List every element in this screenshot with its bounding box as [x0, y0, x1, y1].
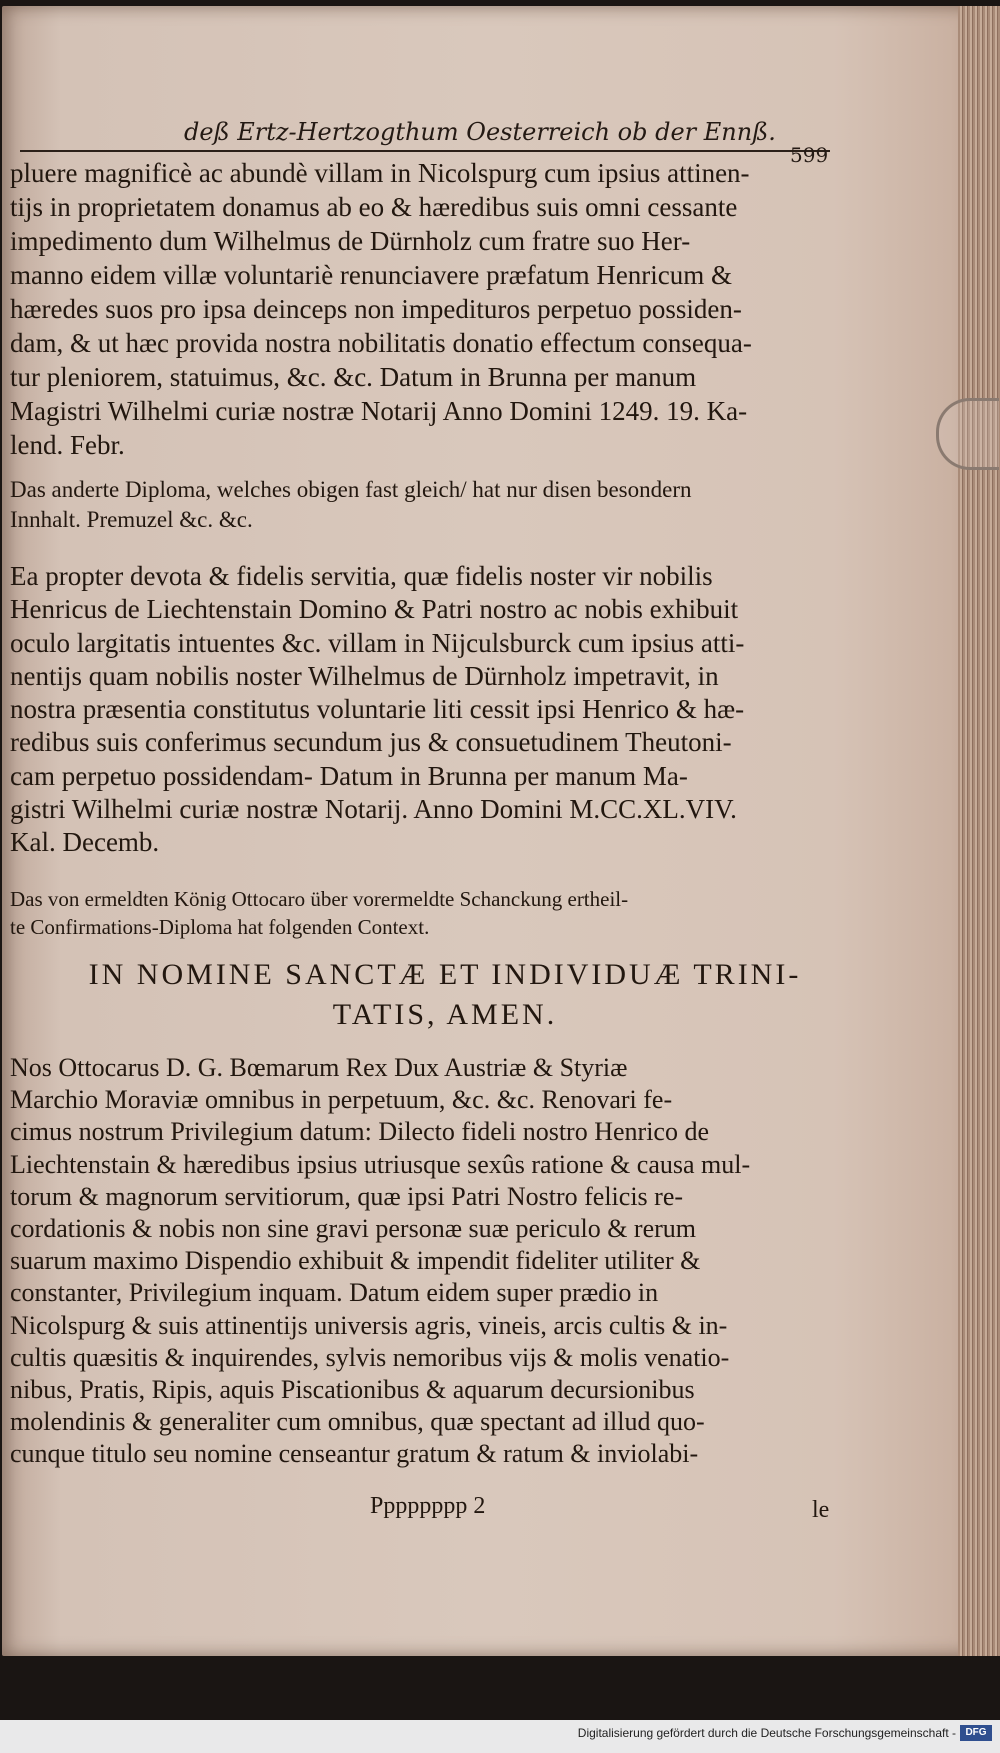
paragraph-second-diploma	[10, 560, 840, 860]
text-line: Innhalt. Premuzel &c. &c.	[10, 507, 253, 532]
text-line: nostra præsentia constitutus voluntarie liti cessit ipsi Henrico & hæ-	[10, 694, 745, 725]
text-line: Kal. Decemb.	[10, 827, 160, 858]
text-line: manno eidem villæ voluntariè renunciavere præfatum Henricum &	[10, 260, 733, 290]
paragraph-confirmation	[10, 1052, 840, 1471]
text-line: cunque titulo seu nomine censeantur gratum & ratum & inviolabi-	[10, 1439, 699, 1469]
text-line: Das anderte Diploma, welches obigen fast gleich/ hat nur disen besondern	[10, 477, 692, 502]
catchword: le	[812, 1497, 830, 1523]
text-line: cam perpetuo possidendam- Datum in Brunna per manum Ma-	[10, 760, 688, 791]
text-line: lend. Febr.	[10, 430, 125, 460]
section-heading	[30, 955, 860, 1035]
intro-second-diploma	[10, 475, 840, 535]
digitization-footer	[0, 1720, 1000, 1753]
text-line: torum & magnorum servitiorum, quæ ipsi Patri Nostro felicis re-	[10, 1181, 684, 1211]
text-line: suarum maximo Dispendio exhibuit & impendit fideliter utiliter &	[10, 1246, 701, 1276]
text-line: hæredes suos pro ipsa deinceps non impedituros perpetuo possiden-	[10, 294, 742, 324]
page-header	[20, 118, 840, 158]
text-line: Magistri Wilhelmi curiæ nostræ Notarij Anno Domini 1249. 19. Ka-	[10, 396, 748, 426]
text-line: molendinis & generaliter cum omnibus, quæ spectant ad illud quo-	[10, 1407, 705, 1437]
signature-mark: Pppppppp 2	[370, 1493, 486, 1519]
heading-line: TATIS, AMEN.	[332, 998, 558, 1031]
text-line: Nicolspurg & suis attinentijs universis agris, vineis, arcis cultis & in-	[10, 1310, 728, 1340]
text-line: nentijs quam nobilis noster Wilhelmus de Dürnholz impetravit, in	[10, 660, 719, 691]
text-line: oculo largitatis intuentes &c. villam in Nijculsburck cum ipsius atti-	[10, 627, 745, 658]
text-line: constanter, Privilegium inquam. Datum eidem super prædio in	[10, 1278, 659, 1308]
text-line: cordationis & nobis non sine gravi personæ suæ periculo & rerum	[10, 1214, 697, 1244]
header-rule	[20, 150, 830, 152]
dfg-logo-icon: DFG	[960, 1725, 992, 1741]
text-line: pluere magnificè ac abundè villam in Nicolspurg cum ipsius attinen-	[10, 158, 750, 188]
text-line: gistri Wilhelmi curiæ nostræ Notarij. Anno Domini M.CC.XL.VIV.	[10, 794, 737, 825]
text-line: tijs in proprietatem donamus ab eo & hæredibus suis omni cessante	[10, 192, 738, 222]
heading-line: IN NOMINE SANCTÆ ET INDIVIDUÆ TRINI-	[88, 958, 802, 991]
text-line: Das von ermeldten König Ottocaro über vorermeldte Schanckung ertheil-	[10, 887, 629, 911]
text-line: cultis quæsitis & inquirendes, sylvis nemoribus vijs & molis venatio-	[10, 1342, 730, 1372]
text-line: impedimento dum Wilhelmus de Dürnholz cum fratre suo Her-	[10, 226, 691, 256]
intro-confirmation-diploma	[10, 885, 840, 941]
text-line: Nos Ottocarus D. G. Bœmarum Rex Dux Austriæ & Styriæ	[10, 1053, 628, 1082]
text-line: redibus suis conferimus secundum jus & consuetudinem Theutoni-	[10, 727, 732, 758]
funding-credit: Digitalisierung gefördert durch die Deutsche Forschungsgemeinschaft -	[577, 1726, 956, 1740]
text-line: Marchio Moraviæ omnibus in perpetuum, &c. &c. Renovari fe-	[10, 1085, 673, 1115]
text-line: nibus, Pratis, Ripis, aquis Piscationibus & aquarum decursionibus	[10, 1375, 695, 1405]
text-line: Liechtenstain & hæredibus ipsius utriusque sexûs ratione & causa mul-	[10, 1149, 751, 1179]
page-foot	[0, 1493, 840, 1529]
page-number: 599	[790, 143, 829, 167]
page-clip	[936, 398, 999, 470]
text-line: cimus nostrum Privilegium datum: Dilecto fideli nostro Henrico de	[10, 1117, 709, 1147]
text-line: te Confirmations-Diploma hat folgenden Context.	[10, 915, 430, 939]
page-edges	[958, 6, 1000, 1656]
text-line: dam, & ut hæc provida nostra nobilitatis donatio effectum consequa-	[10, 328, 752, 358]
paragraph-charter-end	[10, 156, 840, 462]
text-line: Henricus de Liechtenstain Domino & Patri nostro ac nobis exhibuit	[10, 594, 739, 625]
text-line: Ea propter devota & fidelis servitia, quæ fidelis noster vir nobilis	[10, 561, 713, 591]
running-head: deß Ertz-Hertzogthum Oesterreich ob der Ennß.	[184, 118, 776, 146]
text-line: tur pleniorem, statuimus, &c. &c. Datum in Brunna per manum	[10, 362, 697, 392]
